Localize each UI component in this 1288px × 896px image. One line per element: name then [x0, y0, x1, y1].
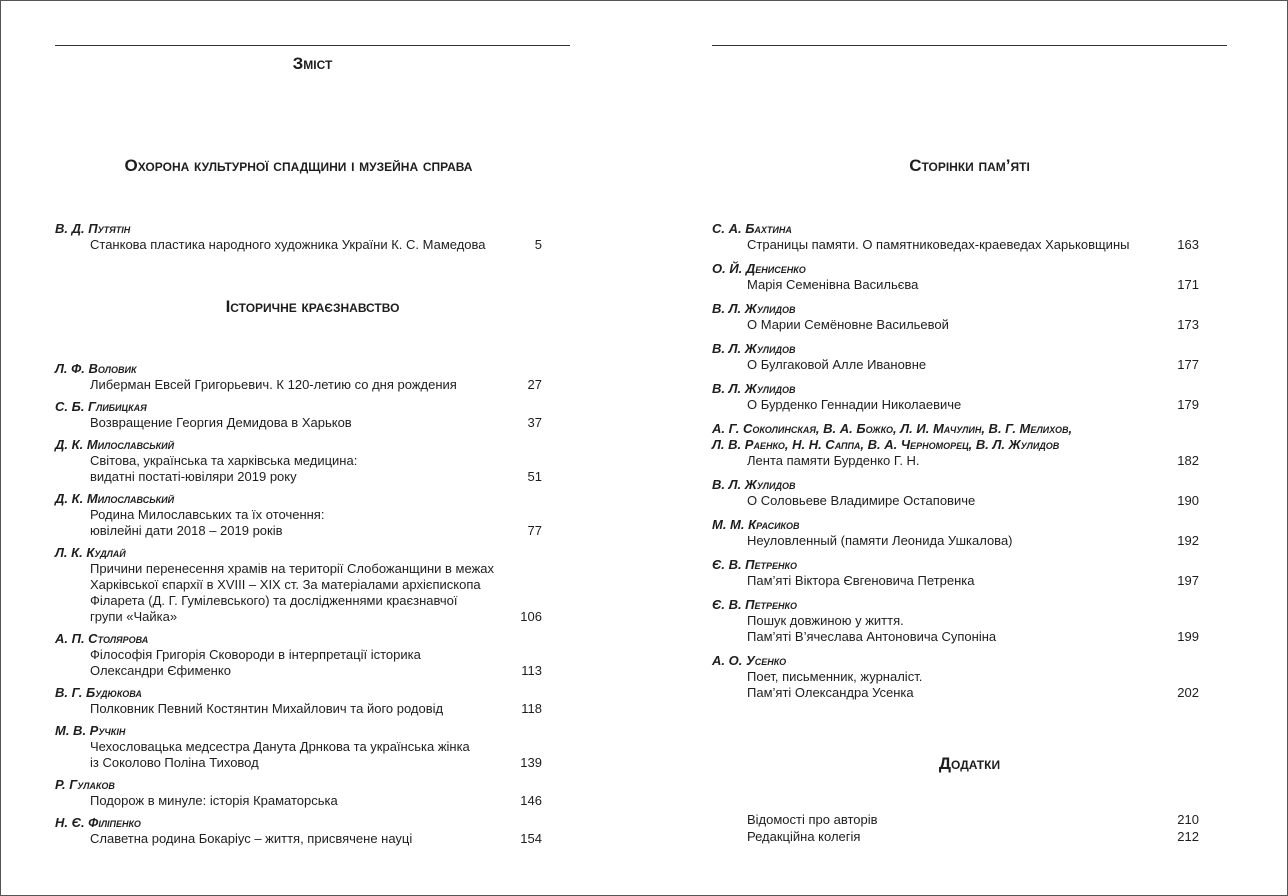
entry-page: 182: [1177, 453, 1199, 468]
section-heading-memory: Сторінки пам’яті: [909, 156, 1030, 175]
entry-page: 77: [527, 523, 542, 538]
entry-page: 190: [1177, 493, 1199, 508]
section-heading-heritage: Охорона культурної спадщини і музейна справа: [124, 156, 473, 175]
appendix-page: 212: [1177, 829, 1199, 844]
entry-page: 37: [527, 415, 542, 430]
entry-page: 179: [1177, 397, 1199, 412]
entry-author: Л. Ф. Воловик: [55, 361, 137, 376]
entry-title: О Соловьеве Владимире Остаповиче: [747, 493, 976, 508]
entry-page: 192: [1177, 533, 1199, 548]
entries-memory: [712, 221, 1199, 701]
entry-title: О Булгаковой Алле Ивановне: [747, 357, 927, 372]
appendices-list: [747, 811, 1199, 845]
entry-author: М. М. Красиков: [712, 517, 800, 532]
appendix-item[interactable]: [747, 828, 1199, 845]
entry-title: Марія Семенівна Васильєва: [747, 277, 919, 292]
toc-entry[interactable]: [712, 653, 1199, 701]
entry-author: В. Л. Жулидов: [712, 341, 796, 356]
entry-title: Пошук довжиною у життя. Пам’яті В’ячеслава Антоновича Супоніна: [747, 613, 997, 644]
entry-title: Возвращение Георгия Демидова в Харьков: [90, 415, 352, 430]
toc-entry[interactable]: [712, 261, 1199, 293]
contents-title: Зміст: [292, 54, 333, 73]
toc-entry[interactable]: [55, 545, 542, 625]
entry-title: О Бурденко Геннадии Николаевиче: [747, 397, 962, 412]
entry-title: Станкова пластика народного художника України К. С. Мамедова: [90, 237, 486, 252]
entry-title: О Марии Семёновне Васильевой: [747, 317, 949, 332]
entry-author: А. П. Столярова: [55, 631, 149, 646]
entry-page: 27: [527, 377, 542, 392]
entry-author: М. В. Ручкін: [55, 723, 126, 738]
entry-page: 177: [1177, 357, 1199, 372]
toc-entry[interactable]: [55, 777, 542, 809]
toc-entry[interactable]: [55, 437, 542, 485]
entry-title: Філософія Григорія Сковороди в інтерпретації історика Олександри Єфименко: [90, 647, 421, 678]
entry-page: 197: [1177, 573, 1199, 588]
entry-author: С. Б. Глибицкая: [55, 399, 147, 414]
entry-title: Страницы памяти. О памятниковедах-краеведах Харьковщины: [747, 237, 1130, 252]
toc-entry[interactable]: [55, 685, 542, 717]
entry-page: 163: [1177, 237, 1199, 252]
entry-page: 5: [534, 237, 542, 252]
toc-entry[interactable]: [55, 491, 542, 539]
appendix-title: Редакційна колегія: [747, 829, 861, 844]
entry-page: 139: [520, 755, 542, 770]
toc-entry[interactable]: [712, 221, 1199, 253]
entry-page: 118: [521, 701, 542, 716]
entry-page: 199: [1177, 629, 1199, 644]
entry-author: В. Л. Жулидов: [712, 381, 796, 396]
entry-page: 106: [520, 609, 542, 624]
toc-entry[interactable]: [712, 597, 1199, 645]
toc-entry[interactable]: [55, 631, 542, 679]
toc-entry[interactable]: [712, 421, 1199, 469]
entry-author: С. А. Бахтина: [712, 221, 792, 236]
entry-title: Славетна родина Бокаріус – життя, присвячене науці: [90, 831, 413, 846]
entry-page: 171: [1177, 277, 1199, 292]
entry-page: 173: [1177, 317, 1199, 332]
entry-page: 154: [520, 831, 542, 846]
toc-entry[interactable]: [55, 399, 542, 431]
entry-author: О. Й. Денисенко: [712, 261, 806, 276]
toc-entry[interactable]: [712, 301, 1199, 333]
entries-local-history: [55, 361, 542, 847]
entry-author: Є. В. Петренко: [712, 597, 797, 612]
entry-title: Причини перенесення храмів на території Слобожанщини в межах Харківської єпархії в XVIII – XIX ст. За матеріалами архієпископа Філарета (Д. Г. Гумілевського) та дослідженнями краєзнавчої групи «Чайка»: [90, 561, 494, 624]
appendix-title: Відомості про авторів: [747, 812, 878, 827]
entry-author: В. Д. Путятін: [55, 221, 131, 236]
entry-author: Л. К. Кудлай: [55, 545, 126, 560]
entry-title: Поет, письменник, журналіст. Пам’яті Олександра Усенка: [747, 669, 923, 700]
toc-entry[interactable]: [712, 341, 1199, 373]
entry-author: В. Г. Будюкова: [55, 685, 142, 700]
entry-author: А. О. Усенко: [712, 653, 787, 668]
entry-title: Подорож в минуле: історія Краматорська: [90, 793, 338, 808]
entry-title: Неуловленный (памяти Леонида Ушкалова): [747, 533, 1013, 548]
toc-entry[interactable]: [712, 477, 1199, 509]
entry-title: Пам’яті Віктора Євгеновича Петренка: [747, 573, 975, 588]
entry-author: Є. В. Петренко: [712, 557, 797, 572]
entry-author: А. Г. Соколинская, В. А. Божко, Л. И. Мачулин, В. Г. Мелихов, Л. В. Раенко, Н. Н. Саппа, В. А. Черноморец, В. Л. Жулидов: [712, 421, 1073, 452]
entry-title: Чехословацька медсестра Данута Дрнкова та українська жінка із Соколово Поліна Тиховод: [90, 739, 470, 770]
toc-entry[interactable]: [55, 815, 542, 847]
entry-title: Либерман Евсей Григорьевич. К 120-летию со дня рождения: [90, 377, 457, 392]
appendix-item[interactable]: [747, 811, 1199, 828]
right-top-rule: [712, 45, 1227, 46]
toc-entry[interactable]: [712, 381, 1199, 413]
entry-author: Д. К. Милославський: [55, 437, 175, 452]
toc-entry[interactable]: [712, 517, 1199, 549]
left-top-rule: [55, 45, 570, 46]
toc-entry[interactable]: [55, 221, 542, 253]
entry-title: Світова, українська та харківська медицина: видатні постаті-ювіляри 2019 року: [90, 453, 358, 484]
toc-entry[interactable]: [55, 361, 542, 393]
entry-author: Д. К. Милославський: [55, 491, 175, 506]
section-heading-local-history: Історичне краєзнавство: [225, 297, 400, 316]
appendix-page: 210: [1177, 812, 1199, 827]
entry-title: Лента памяти Бурденко Г. Н.: [747, 453, 920, 468]
entry-title: Родина Милославських та їх оточення: ювілейні дати 2018 – 2019 років: [90, 507, 325, 538]
entry-page: 51: [527, 469, 542, 484]
toc-entry[interactable]: [55, 723, 542, 771]
entry-author: В. Л. Жулидов: [712, 301, 796, 316]
toc-entry[interactable]: [712, 557, 1199, 589]
entry-page: 202: [1177, 685, 1199, 700]
entry-page: 113: [521, 663, 542, 678]
entry-author: В. Л. Жулидов: [712, 477, 796, 492]
entry-author: Н. Є. Філіпенко: [55, 815, 141, 830]
entry-author: Р. Гулаков: [55, 777, 115, 792]
entry-title: Полковник Певний Костянтин Михайлович та його родовід: [90, 701, 444, 716]
entry-page: 146: [520, 793, 542, 808]
entries-heritage: [55, 221, 542, 253]
section-heading-appendices: Додатки: [938, 754, 1001, 773]
